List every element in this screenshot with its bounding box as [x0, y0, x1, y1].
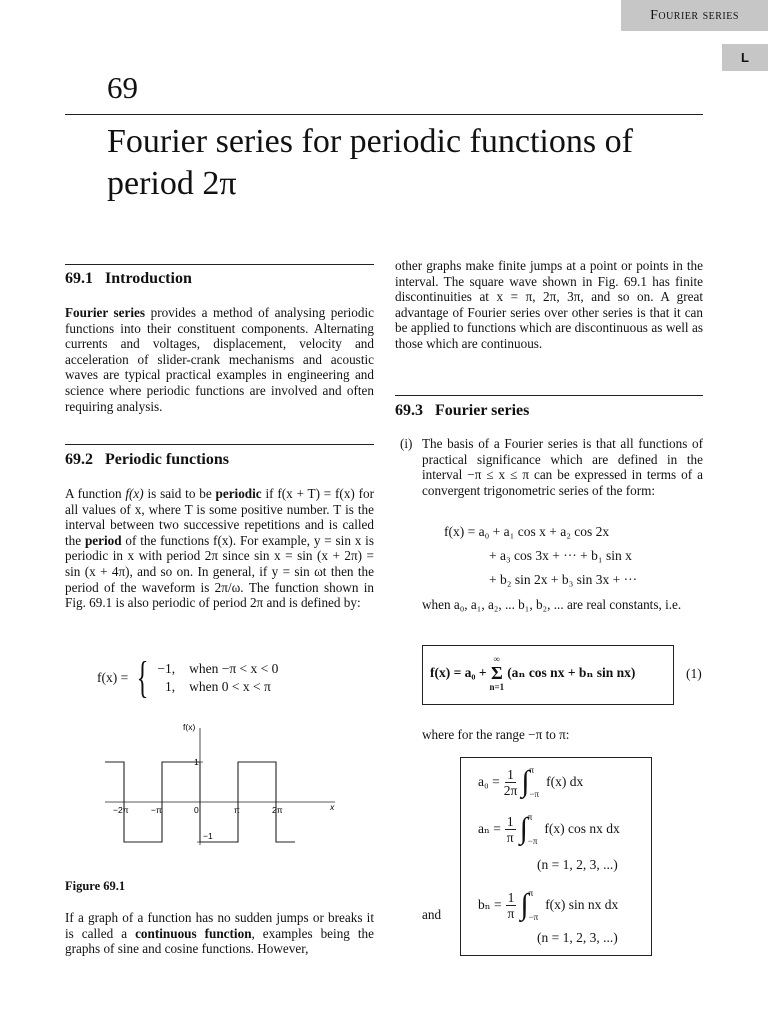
series-line-1: f(x) = a₀ + a₁ cos x + a₂ cos 2x: [444, 524, 610, 539]
square-wave-figure: [90, 720, 350, 860]
bn-range: (n = 1, 2, 3, ...): [537, 930, 618, 945]
equation-number: (1): [686, 666, 702, 681]
term-continuous-function: continuous function: [135, 925, 252, 941]
running-header: Fourier series: [621, 0, 768, 31]
constants-text: when a₀, a₁, a₂, ... b₁, b₂, ... are real constants, i.e.: [422, 597, 682, 612]
section-rule-1: [65, 264, 374, 265]
an-range: (n = 1, 2, 3, ...): [537, 857, 618, 872]
x-axis-label: x: [330, 802, 335, 812]
section-rule-3: [395, 395, 703, 396]
x-tick-label: −2π: [113, 805, 129, 815]
continuation-paragraph: other graphs make finite jumps at a point or points in the interval. The square wave shown in Fig. 69.1 has finite discontinuities at x = π, 2π, 3π, and so on. A great advantage of Fourier series over other series is that it can be applied to functions which are discontinuous as well as those which are continuous.: [395, 258, 703, 351]
y-tick-neg1: −1: [203, 831, 213, 841]
piecewise-lhs: f(x) =: [97, 670, 129, 685]
piecewise-definition: [97, 653, 279, 702]
piecewise-cases: −1, when −π < x < 0 1, when 0 < x < π: [157, 661, 279, 694]
section-number: 69.1: [65, 270, 93, 287]
bn-formula: bₙ = $\frac{1}{\pi}$ ∫ π −π f(x) sin nx dx: [478, 888, 619, 922]
y-tick-1: 1: [194, 757, 199, 767]
x-tick-label: −π: [151, 805, 162, 815]
section-heading-periodic: [65, 451, 229, 469]
term-period: period: [84, 532, 122, 548]
series-line-2: + a₃ cos 3x + ··· + b₁ sin x: [489, 548, 632, 563]
an-formula: aₙ = $\frac{1}{\pi}$ ∫ π −π f(x) cos nx dx: [478, 812, 620, 846]
x-tick-label: π: [234, 805, 240, 815]
fourier-series-equation: f(x) = a₀ + ∞ Σ n=1 (aₙ cos nx + bₙ sin nx): [430, 654, 636, 692]
section-heading-intro: [65, 270, 192, 288]
summation-symbol: ∞ Σ n=1: [489, 654, 505, 692]
section-letter-tab: L: [722, 44, 768, 71]
integral-symbol: ∫: [521, 765, 530, 798]
chapter-number: 69: [107, 70, 138, 105]
term-periodic: periodic: [215, 486, 262, 501]
x-tick-label: 0: [194, 805, 199, 815]
integral-symbol: ∫: [519, 812, 528, 845]
item-i-text: The basis of a Fourier series is that all functions of practical significance which are defined in the interval −π ≤ x ≤ π can be expressed in terms of a convergent trigonometric series of the form:: [422, 436, 703, 498]
section-number: 69.3: [395, 402, 423, 419]
periodic-paragraph: A function f(x) is said to be periodic if f(x + T) = f(x) for all values of x, where T is some positive number. T is the interval between two successive repetitions and is called the period of the functions f(x). For example, y = sin x is periodic in x with period 2π since sin x = sin (x + 2π) = sin (x + 4π), and so on. In general, if y = sin ωt then the period of the waveform is 2π/ω. The function shown in Fig. 69.1 is also periodic of period 2π and is defined by:: [65, 486, 374, 611]
term-fourier-series: Fourier series: [65, 305, 146, 320]
x-tick-label: 2π: [272, 805, 283, 815]
item-i-label: (i): [400, 436, 413, 451]
range-text: where for the range −π to π:: [422, 727, 570, 742]
section-title: Introduction: [105, 270, 192, 287]
section-title: Periodic functions: [105, 451, 229, 468]
figure-caption: Figure 69.1: [65, 879, 126, 893]
chapter-rule: [65, 114, 703, 115]
intro-paragraph: Fourier series provides a method of analysing periodic functions into their constituent components. Alternating currents and voltages, displacement, velocity and acceleration of slider-crank mechanisms and acoustic waves are typical practical examples in engineering and science where periodic functions are involved and often requiring analysis.: [65, 305, 374, 414]
integral-symbol: ∫: [520, 888, 529, 921]
y-axis-label: f(x): [183, 722, 196, 732]
section-title: Fourier series: [435, 402, 530, 419]
series-line-3: + b₂ sin 2x + b₃ sin 3x + ···: [489, 572, 638, 587]
section-heading-fourier: [395, 402, 529, 420]
section-number: 69.2: [65, 451, 93, 468]
a0-formula: a₀ = $\frac{1}{2\pi}$ ∫ π −π f(x) dx: [478, 765, 584, 799]
chapter-title: Fourier series for periodic functions of period 2π: [107, 123, 633, 202]
brace-symbol: {: [136, 653, 149, 702]
section-rule-2: [65, 444, 374, 445]
continuous-paragraph: If a graph of a function has no sudden jumps or breaks it is called a continuous function, examples being the graphs of sine and cosine functions. However,: [65, 910, 374, 957]
and-text: and: [422, 907, 442, 922]
